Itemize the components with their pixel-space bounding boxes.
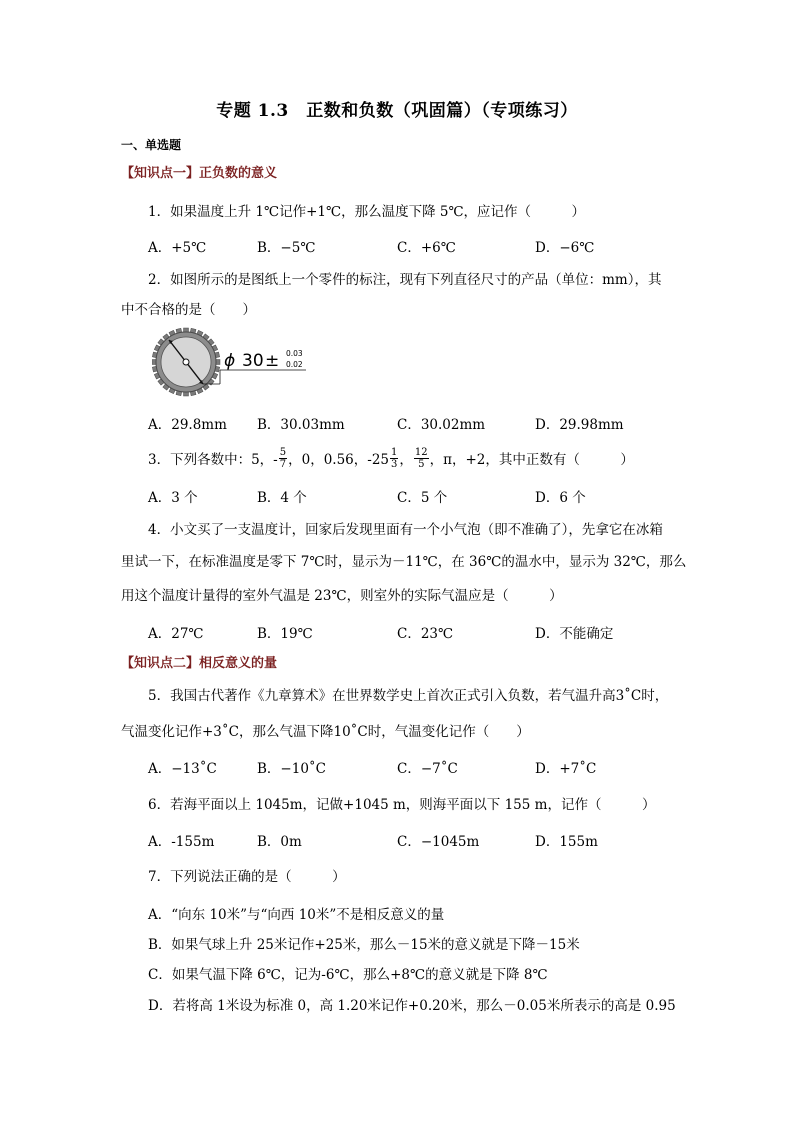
page-title: 专题 1.3 正数和负数（巩固篇）（专项练习）	[216, 101, 578, 121]
center-hole	[183, 359, 189, 365]
q7-option-b: B．如果气球上升 25米记作+25米，那么－15米的意义就是下降－15米	[148, 937, 580, 953]
q3-option-a: A．3 个	[148, 490, 198, 506]
tolerance-upper: 0.03	[286, 349, 303, 358]
q1-option-c: C．+6℃	[397, 240, 456, 256]
knowledge-point-1: 【知识点一】正负数的意义	[121, 166, 278, 181]
q3-suffix: ，π，+2，其中正数有（ ）	[429, 452, 634, 468]
q2-option-c: C．30.02mm	[397, 417, 486, 433]
fraction-5-7	[279, 447, 287, 470]
question-4-line2: 里试一下，在标准温度是零下 7℃时，显示为－11℃，在 36℃的温水中，显示为 32℃，那么	[121, 554, 687, 570]
plus-minus-sign: ±	[265, 351, 280, 371]
question-1-stem: 1．如果温度上升 1℃记作+1℃，那么温度下降 5℃，应记作（ ）	[148, 204, 586, 220]
q5-option-b: B．−10˚C	[257, 761, 326, 777]
fraction-numerator: 12	[414, 446, 428, 458]
q5-option-a: A．−13˚C	[148, 761, 217, 777]
q2-option-a: A．29.8mm	[148, 417, 227, 433]
fraction-12-5	[414, 447, 429, 470]
fraction-1-3	[390, 447, 398, 470]
q7-option-d: D．若将高 1米设为标准 0，高 1.20米记作+0.20米，那么－0.05米所表示的高是 0.95	[148, 998, 676, 1014]
q6-option-a: A．-155m	[148, 834, 215, 850]
question-5-line2: 气温变化记作+3˚C，那么气温下降10˚C时，气温变化记作（ ）	[121, 724, 530, 740]
q4-option-b: B．19℃	[257, 626, 313, 642]
q3-option-b: B．4 个	[257, 490, 307, 506]
question-7-stem: 7．下列说法正确的是（ ）	[148, 869, 346, 885]
fraction-denominator: 5	[418, 458, 425, 470]
q4-option-c: C．23℃	[397, 626, 454, 642]
nominal-diameter: 30	[242, 351, 264, 371]
q4-option-d: D．不能确定	[535, 626, 614, 642]
knowledge-point-2: 【知识点二】相反意义的量	[121, 656, 278, 671]
phi-symbol: ϕ	[224, 351, 236, 371]
question-2-stem-line1: 2．如图所示的是图纸上一个零件的标注，现有下列直径尺寸的产品（单位：mm），其	[148, 272, 662, 288]
question-6-stem: 6．若海平面以上 1045m，记做+1045 m，则海平面以下 155 m，记作（ ）	[148, 797, 656, 813]
question-3-stem	[148, 440, 634, 476]
q5-option-c: C．−7˚C	[397, 761, 458, 777]
q1-option-a: A．+5℃	[148, 240, 207, 256]
question-2-stem-line2: 中不合格的是（ ）	[121, 302, 256, 318]
gear-part-figure	[152, 326, 312, 398]
q3-prefix: 3．下列各数中：5，-	[148, 452, 278, 468]
q3-middle-1: ，0，0.56，-25	[288, 452, 390, 468]
fraction-numerator: 1	[391, 446, 398, 458]
section-heading: 一、单选题	[121, 138, 182, 152]
q1-option-b: B．−5℃	[257, 240, 316, 256]
q7-option-a: A．“向东 10米”与“向西 10米”不是相反意义的量	[148, 907, 445, 923]
question-4-line1: 4．小文买了一支温度计，回家后发现里面有一个小气泡（即不准确了），先拿它在冰箱	[148, 522, 663, 538]
q6-option-c: C．−1045m	[397, 834, 480, 850]
q2-option-b: B．30.03mm	[257, 417, 345, 433]
q2-option-d: D．29.98mm	[535, 417, 624, 433]
fraction-denominator: 7	[279, 458, 287, 470]
q3-option-c: C．5 个	[397, 490, 448, 506]
q3-middle-2: ，	[399, 452, 413, 468]
fraction-denominator: 3	[391, 458, 398, 470]
q3-option-d: D．6 个	[535, 490, 586, 506]
gear-diagram	[152, 326, 312, 398]
q6-option-d: D．155m	[535, 834, 598, 850]
question-5-line1: 5．我国古代著作《九章算术》在世界数学史上首次正式引入负数，若气温升高3˚C时，	[148, 688, 669, 704]
tolerance-lower: 0.02	[286, 360, 303, 369]
q1-option-d: D．−6℃	[535, 240, 595, 256]
fraction-numerator: 5	[279, 446, 287, 458]
q5-option-d: D．+7˚C	[535, 761, 597, 777]
q6-option-b: B．0m	[257, 834, 302, 850]
q7-option-c: C．如果气温下降 6℃，记为-6℃，那么+8℃的意义就是下降 8℃	[148, 967, 548, 983]
q4-option-a: A．27℃	[148, 626, 204, 642]
question-4-line3: 用这个温度计量得的室外气温是 23℃，则室外的实际气温应是（ ）	[121, 588, 563, 604]
